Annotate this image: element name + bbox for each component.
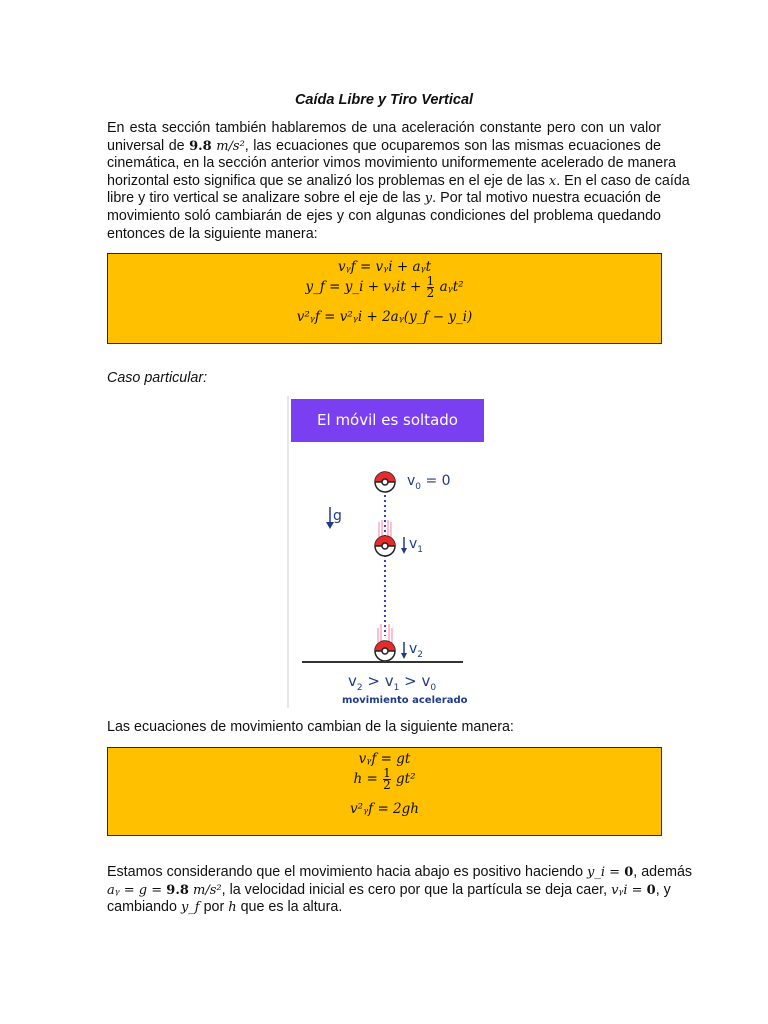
velocity-comparison: $v_2 > v_1 > v_0$ <box>348 672 437 693</box>
v2-arrow-icon <box>401 642 407 659</box>
v1-arrow-icon <box>401 537 407 554</box>
equation-velocity-squared: v²ᵧf = v²ᵧi + 2aᵧ(y_f − y_i) <box>296 309 473 325</box>
intro-line-5: libre y tiro vertical se analizare sobre el eje de las y. Por tal motivo nuestra ecuación de <box>107 190 661 207</box>
intro-paragraph <box>107 120 690 243</box>
change-text: Las ecuaciones de movimiento cambian de la siguiente manera: <box>107 719 514 735</box>
intro-line-4: horizontal esto significa que se analizó los problemas en el eje de las x. En el caso de caída <box>107 172 690 189</box>
ball-start-icon <box>375 472 395 492</box>
intro-line-3: cinemática, en la sección anterior vimos movimiento uniformemente acelerado de manera <box>107 155 676 172</box>
v1-label: $v_1$ <box>409 536 424 555</box>
closing-paragraph <box>107 864 693 917</box>
intro-line-2: universal de 9.8 m/s², las ecuaciones que ocuparemos son las mismas ecuaciones de <box>107 137 661 154</box>
general-equations-box <box>107 253 662 344</box>
intro-line-7: entonces de la siguiente manera: <box>107 225 318 242</box>
fraction-one-half-2: $\frac{1}{2}$ <box>383 766 391 792</box>
v0-label: $v_0 = 0$ <box>407 473 451 492</box>
closing-line-1: Estamos considerando que el movimiento hacia abajo es positivo haciendo y_i = 0, además <box>107 864 693 880</box>
equation-velocity: vᵧf = vᵧi + aᵧt <box>337 259 432 275</box>
intro-line-6: movimiento soló cambiarán de ejes y con algunas condiciones del problema quedando <box>107 207 661 224</box>
page-title: Caída Libre y Tiro Vertical <box>294 92 474 108</box>
particular-equations-box <box>107 747 662 836</box>
equation-free-fall-velocity-squared: v²ᵧf = 2gh <box>350 801 419 817</box>
ball-middle-icon <box>375 536 395 556</box>
equation-height: h = $\frac{1}{2}$ gt² <box>353 766 416 792</box>
g-label: g <box>333 508 342 524</box>
closing-line-3: cambiando y_f por h que es la altura. <box>107 899 343 916</box>
diagram-banner: El móvil es soltado <box>291 399 484 442</box>
intro-line-1: En esta sección también hablaremos de una aceleración constante pero con un valor <box>107 120 661 136</box>
equation-position: y_f = y_i + vᵧit + $\frac{1}{2}$ aᵧt² <box>305 274 464 300</box>
caso-particular-label: Caso particular: <box>107 370 208 386</box>
v2-label: $v_2$ <box>409 641 424 660</box>
ball-ground-icon <box>375 641 395 661</box>
diagram-caption: movimiento acelerado <box>342 695 468 706</box>
fraction-one-half: $\frac{1}{2}$ <box>426 274 435 300</box>
diagram-drawing <box>287 396 477 708</box>
closing-line-2: aᵧ = g = 9.8 m/s², la velocidad inicial es cero por que la partícula se deja caer, vᵧi = 0, y <box>107 881 671 898</box>
free-fall-diagram <box>287 396 477 708</box>
equation-free-fall-velocity: vᵧf = gt <box>358 751 411 767</box>
